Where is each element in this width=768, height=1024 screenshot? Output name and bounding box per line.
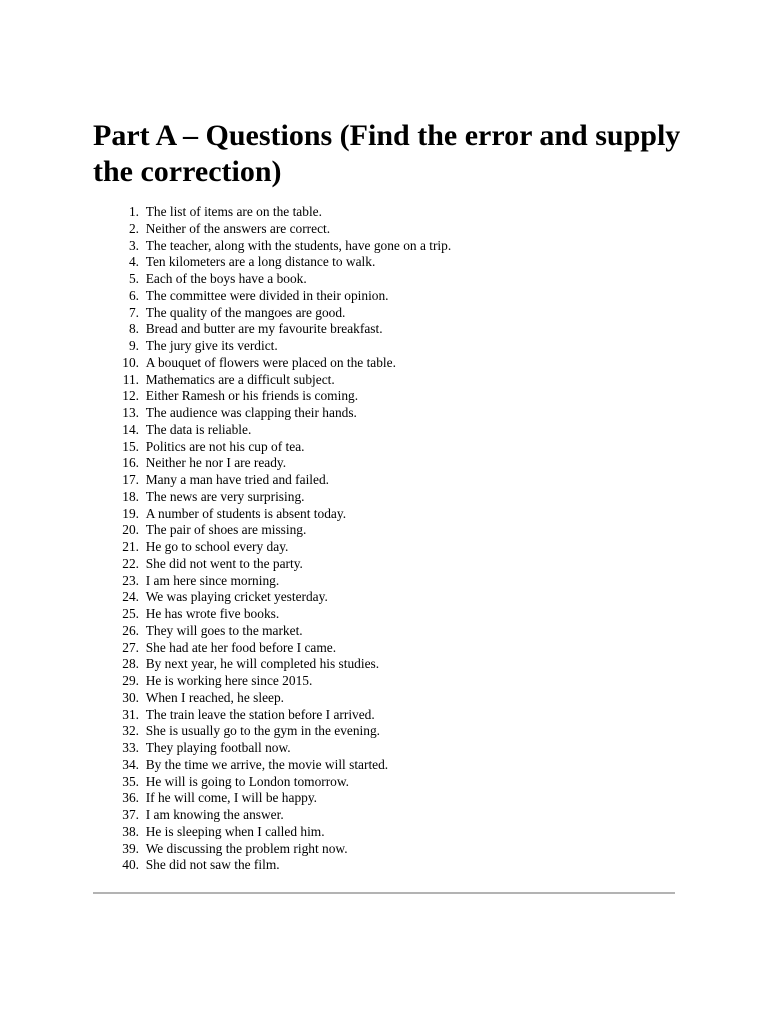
question-text: I am here since morning. <box>145 572 280 588</box>
question-text: She is usually go to the gym in the evening. <box>145 723 381 739</box>
question-item <box>93 472 693 489</box>
question-text: She did not went to the party. <box>145 555 303 571</box>
question-number: 20. <box>122 522 139 538</box>
question-number: 1. <box>128 204 139 219</box>
page-title: Part A – Questions (Find the error and supply the correction) <box>93 119 681 188</box>
question-item <box>93 774 693 791</box>
question-text: By next year, he will completed his studies. <box>145 656 380 672</box>
question-text: Politics are not his cup of tea. <box>145 438 305 454</box>
question-text: We was playing cricket yesterday. <box>145 589 328 605</box>
question-number: 8. <box>128 321 139 337</box>
question-item <box>93 707 693 724</box>
question-item <box>93 305 693 322</box>
question-number: 35. <box>122 773 139 789</box>
question-text: He will is going to London tomorrow. <box>145 773 350 789</box>
question-number: 10. <box>122 354 139 370</box>
question-item <box>93 372 693 389</box>
question-text: He is working here since 2015. <box>145 673 313 688</box>
question-number: 14. <box>122 421 139 437</box>
question-number: 15. <box>122 438 139 454</box>
question-number: 26. <box>122 622 139 638</box>
question-number: 3. <box>128 237 139 253</box>
question-text: Neither of the answers are correct. <box>145 220 331 236</box>
question-item <box>93 824 693 841</box>
question-item <box>93 522 693 539</box>
question-item <box>93 405 693 422</box>
question-text: By the time we arrive, the movie will started. <box>145 756 389 772</box>
question-number: 37. <box>122 807 139 822</box>
question-item <box>93 506 693 523</box>
question-item <box>93 321 693 338</box>
question-number: 27. <box>122 639 139 655</box>
question-number: 4. <box>128 254 139 270</box>
question-item <box>93 388 693 405</box>
question-item <box>93 422 693 439</box>
question-item <box>93 221 693 238</box>
question-number: 22. <box>122 555 139 571</box>
question-item <box>93 589 693 606</box>
question-number: 13. <box>122 405 139 420</box>
question-number: 16. <box>122 455 139 471</box>
question-text: Each of the boys have a book. <box>145 271 307 286</box>
question-item <box>93 656 693 673</box>
question-list <box>93 204 693 874</box>
question-item <box>93 841 693 858</box>
question-item <box>93 288 693 305</box>
question-text: The quality of the mangoes are good. <box>145 304 346 320</box>
question-item <box>93 606 693 623</box>
question-item <box>93 573 693 590</box>
question-text: The teacher, along with the students, have gone on a trip. <box>145 237 452 253</box>
question-number: 29. <box>122 673 139 688</box>
question-number: 2. <box>128 220 139 236</box>
question-number: 17. <box>122 472 139 487</box>
question-text: He has wrote five books. <box>145 606 280 621</box>
question-number: 24. <box>122 589 139 605</box>
question-text: Either Ramesh or his friends is coming. <box>145 388 359 404</box>
question-text: The pair of shoes are missing. <box>145 522 307 538</box>
question-number: 5. <box>128 271 139 286</box>
question-text: They will goes to the market. <box>145 622 303 638</box>
question-number: 11. <box>122 371 139 387</box>
question-item <box>93 238 693 255</box>
question-text: If he will come, I will be happy. <box>145 790 318 806</box>
question-text: The jury give its verdict. <box>145 338 278 353</box>
question-item <box>93 740 693 757</box>
question-item <box>93 254 693 271</box>
question-number: 34. <box>122 756 139 772</box>
question-text: The committee were divided in their opinion. <box>145 287 389 303</box>
question-number: 31. <box>122 706 139 722</box>
question-number: 9. <box>128 338 139 353</box>
question-item <box>93 355 693 372</box>
question-number: 6. <box>128 287 139 303</box>
question-number: 12. <box>122 388 139 404</box>
question-item <box>93 673 693 690</box>
question-item <box>93 489 693 506</box>
question-number: 40. <box>122 857 139 873</box>
question-text: She did not saw the film. <box>145 857 280 873</box>
question-item <box>93 790 693 807</box>
question-number: 23. <box>122 572 139 588</box>
question-text: He is sleeping when I called him. <box>145 823 325 839</box>
question-text: A number of students is absent today. <box>145 505 347 521</box>
question-item <box>93 439 693 456</box>
question-text: They playing football now. <box>145 740 291 755</box>
question-number: 30. <box>122 689 139 705</box>
question-item <box>93 623 693 640</box>
question-item <box>93 338 693 355</box>
question-text: The audience was clapping their hands. <box>145 405 357 420</box>
question-number: 39. <box>122 840 139 856</box>
question-number: 7. <box>128 304 139 320</box>
question-text: Neither he nor I are ready. <box>145 455 287 471</box>
question-number: 36. <box>122 790 139 806</box>
question-text: The news are very surprising. <box>145 488 305 504</box>
question-number: 33. <box>122 740 139 755</box>
question-number: 25. <box>122 606 139 621</box>
question-text: A bouquet of flowers were placed on the table. <box>145 354 396 370</box>
question-number: 28. <box>122 656 139 672</box>
question-text: The list of items are on the table. <box>145 204 322 219</box>
question-item <box>93 857 693 874</box>
question-text: Ten kilometers are a long distance to walk. <box>145 254 376 270</box>
question-text: Bread and butter are my favourite breakfast. <box>145 321 383 337</box>
question-item <box>93 757 693 774</box>
question-number: 38. <box>122 823 139 839</box>
question-item <box>93 204 693 221</box>
question-text: She had ate her food before I came. <box>145 639 337 655</box>
question-item <box>93 640 693 657</box>
question-number: 18. <box>122 488 139 504</box>
question-item <box>93 556 693 573</box>
question-text: The data is reliable. <box>145 421 252 437</box>
question-item <box>93 539 693 556</box>
question-item <box>93 690 693 707</box>
question-item <box>93 723 693 740</box>
question-text: Many a man have tried and failed. <box>145 472 330 487</box>
question-number: 21. <box>122 539 139 554</box>
question-number: 32. <box>122 723 139 739</box>
question-text: The train leave the station before I arrived. <box>145 706 375 722</box>
question-text: I am knowing the answer. <box>145 807 284 822</box>
question-text: When I reached, he sleep. <box>145 689 284 705</box>
divider <box>93 892 675 894</box>
question-item <box>93 271 693 288</box>
question-item <box>93 455 693 472</box>
question-text: Mathematics are a difficult subject. <box>145 371 335 387</box>
question-item <box>93 807 693 824</box>
question-number: 19. <box>122 505 139 521</box>
question-text: He go to school every day. <box>145 539 289 554</box>
question-text: We discussing the problem right now. <box>145 840 348 856</box>
